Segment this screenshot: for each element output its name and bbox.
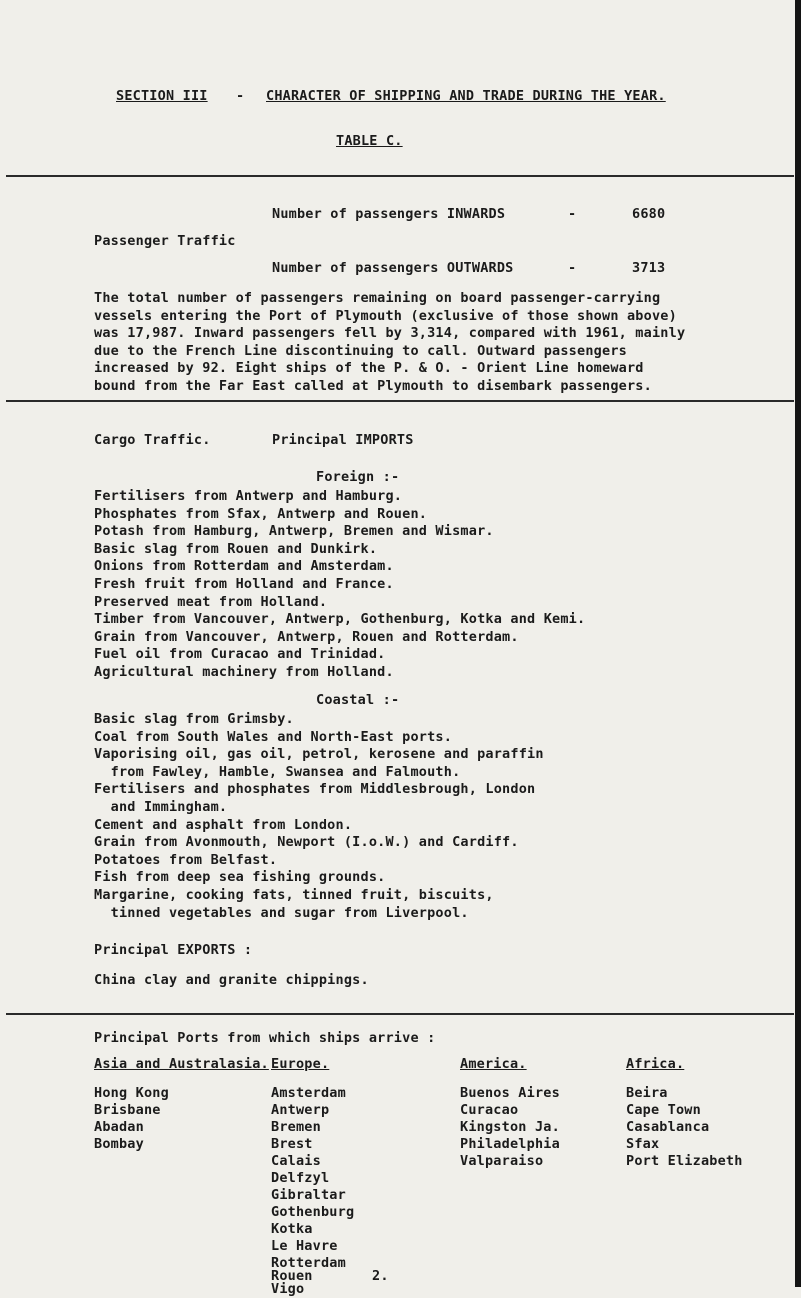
ports-column-asia [94, 1056, 269, 1153]
list-item: Grain from Avonmouth, Newport (I.o.W.) and Cardiff. [94, 834, 519, 851]
passenger-traffic-label: Passenger Traffic [94, 233, 236, 249]
list-item: Potatoes from Belfast. [94, 851, 278, 868]
inwards-value: 6680 [632, 206, 666, 222]
paragraph-line: due to the French Line discontinuing to call. Outward passengers [94, 342, 627, 359]
port-item: Kotka [271, 1221, 313, 1237]
outwards-value: 3713 [632, 260, 666, 276]
outwards-dash: - [568, 260, 577, 276]
outwards-label: Number of passengers OUTWARDS [272, 260, 514, 276]
ports-column-africa [626, 1056, 743, 1170]
port-item: Sfax [626, 1136, 660, 1152]
list-item: Grain from Vancouver, Antwerp, Rouen and Rotterdam. [94, 628, 519, 645]
port-item: Rouen [271, 1268, 313, 1284]
column-title: Asia and Australasia. [94, 1056, 269, 1072]
paragraph-line: increased by 92. Eight ships of the P. & O. - Orient Line homeward [94, 360, 644, 377]
port-item: Antwerp [271, 1102, 330, 1118]
list-item: Preserved meat from Holland. [94, 593, 328, 610]
port-item: Buenos Aires [460, 1085, 560, 1101]
column-title: Europe. [271, 1056, 330, 1072]
paragraph-line: vessels entering the Port of Plymouth (exclusive of those shown above) [94, 307, 677, 324]
port-item: Vigo [271, 1281, 305, 1297]
port-item: Le Havre [271, 1238, 338, 1254]
ports-heading: Principal Ports from which ships arrive : [94, 1030, 436, 1046]
section-heading: SECTION III [116, 88, 208, 104]
port-item: Gothenburg [271, 1204, 355, 1220]
port-item: Delfzyl [271, 1170, 330, 1186]
ports-column-america [460, 1056, 560, 1170]
divider [6, 175, 794, 177]
exports-item: China clay and granite chippings. [94, 972, 369, 988]
port-item: Bremen [271, 1119, 321, 1135]
column-title: Africa. [626, 1056, 685, 1072]
port-item: Abadan [94, 1119, 144, 1135]
coastal-imports-list [94, 711, 544, 922]
paragraph-line: bound from the Far East called at Plymouth to disembark passengers. [94, 377, 652, 394]
list-item: and Immingham. [94, 798, 228, 815]
port-item: Hong Kong [94, 1085, 169, 1101]
paragraph-line: was 17,987. Inward passengers fell by 3,314, compared with 1961, mainly [94, 325, 686, 342]
list-item: Cement and asphalt from London. [94, 816, 353, 833]
paragraph-line: The total number of passengers remaining on board passenger-carrying [94, 290, 661, 306]
port-item: Beira [626, 1085, 668, 1101]
list-item: Fish from deep sea fishing grounds. [94, 869, 386, 886]
exports-heading: Principal EXPORTS : [94, 942, 253, 958]
port-item: Brest [271, 1136, 313, 1152]
list-item: Agricultural machinery from Holland. [94, 663, 394, 680]
list-item: Potash from Hamburg, Antwerp, Bremen and Wismar. [94, 523, 494, 540]
table-heading: TABLE C. [336, 133, 403, 149]
list-item: Phosphates from Sfax, Antwerp and Rouen. [94, 505, 428, 522]
list-item: Onions from Rotterdam and Amsterdam. [94, 558, 394, 575]
list-item: Vaporising oil, gas oil, petrol, kerosene and paraffin [94, 746, 544, 763]
passenger-paragraph [94, 290, 685, 396]
ports-column-europe [271, 1056, 354, 1298]
cargo-traffic-label: Cargo Traffic. [94, 432, 211, 448]
port-item: Rotterdam [271, 1255, 346, 1271]
port-item: Curacao [460, 1102, 519, 1118]
list-item: Fuel oil from Curacao and Trinidad. [94, 646, 386, 663]
port-item: Amsterdam [271, 1085, 346, 1101]
port-item: Calais [271, 1153, 321, 1169]
port-item: Kingston Ja. [460, 1119, 560, 1135]
section-subtitle: CHARACTER OF SHIPPING AND TRADE DURING THE YEAR. [266, 88, 666, 104]
list-item: tinned vegetables and sugar from Liverpool. [94, 904, 469, 921]
heading-dash: - [236, 88, 245, 104]
list-item: Margarine, cooking fats, tinned fruit, biscuits, [94, 886, 494, 903]
port-item: Cape Town [626, 1102, 701, 1118]
list-item: Basic slag from Grimsby. [94, 711, 294, 727]
port-item: Philadelphia [460, 1136, 560, 1152]
divider [6, 400, 794, 402]
port-item: Brisbane [94, 1102, 161, 1118]
foreign-heading: Foreign :- [316, 469, 400, 485]
list-item: Coal from South Wales and North-East ports. [94, 728, 453, 745]
port-item: Port Elizabeth [626, 1153, 743, 1169]
port-item: Gibraltar [271, 1187, 346, 1203]
inwards-label: Number of passengers INWARDS [272, 206, 506, 222]
coastal-heading: Coastal :- [316, 692, 400, 708]
list-item: Basic slag from Rouen and Dunkirk. [94, 540, 378, 557]
scan-edge [795, 0, 801, 1287]
foreign-imports-list [94, 488, 585, 682]
port-item: Bombay [94, 1136, 144, 1152]
list-item: Timber from Vancouver, Antwerp, Gothenburg, Kotka and Kemi. [94, 611, 586, 628]
column-title: America. [460, 1056, 527, 1072]
inwards-dash: - [568, 206, 577, 222]
list-item: Fertilisers from Antwerp and Hamburg. [94, 488, 403, 504]
list-item: Fresh fruit from Holland and France. [94, 575, 394, 592]
port-item: Casablanca [626, 1119, 710, 1135]
imports-heading: Principal IMPORTS [272, 432, 414, 448]
port-item: Valparaiso [460, 1153, 544, 1169]
list-item: from Fawley, Hamble, Swansea and Falmouth. [94, 763, 461, 780]
divider [6, 1013, 794, 1015]
list-item: Fertilisers and phosphates from Middlesbrough, London [94, 781, 536, 798]
page-number: 2. [372, 1268, 389, 1284]
